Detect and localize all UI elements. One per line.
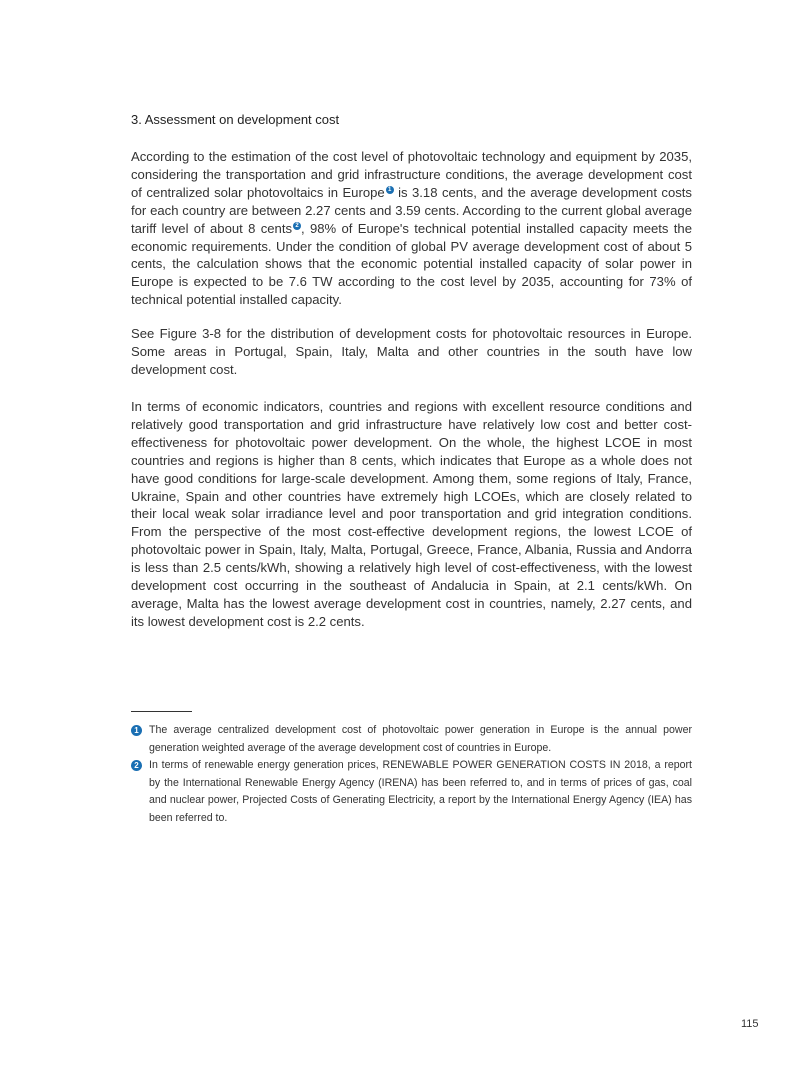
section-heading: 3. Assessment on development cost [131, 112, 340, 127]
paragraph-figure-reference: See Figure 3-8 for the distribution of development costs for photovoltaic resources in Europe. Some areas in Portugal, Spain, Italy, Malta and other countries in the south have low development cost. [131, 326, 692, 377]
footnote-marker-2-icon: 2 [131, 760, 142, 771]
footnote-text: The average centralized development cost of photovoltaic power generation in Europe is the annual power generation weighted average of the average development cost of countries in Europe. [149, 724, 692, 754]
footnotes [131, 722, 692, 828]
paragraph-development-cost-estimate [131, 148, 692, 309]
paragraph-text: , 98% of Europe's technical potential installed capacity meets the economic requirements. Under the condition of global PV average development cost of about 5 cents, the calculation shows that the economic potential installed capacity of solar power in Europe is expected to be 7.6 TW according to the cost level by 2035, accounting for 73% of technical potential installed capacity. [131, 220, 692, 308]
footnote-divider [131, 711, 192, 712]
paragraph-text: According to the estimation of the cost level of photovoltaic technology and equipment by 2035, considering the transportation and grid infrastructure conditions, the average development cost of centralized solar photovoltaics in Europe [131, 149, 692, 200]
paragraph-text: is 3.18 cents, and the average development costs for each country are between 2.27 cents and 3.59 cents. According to the current global average tariff level of about 8 cents [131, 184, 692, 236]
page-number: 115 [741, 1018, 759, 1030]
footnote-text: In terms of renewable energy generation prices, RENEWABLE POWER GENERATION COSTS IN 2018, a report by the International Renewable Energy Agency (IRENA) has been referred to, and in terms of prices of gas, coal and nuclear power, Projected Costs of Generating Electricity, a report by the International Energy Agency (IEA) has been referred to. [149, 759, 692, 824]
footnote-ref-1-icon[interactable]: 1 [386, 186, 394, 194]
footnote-2 [131, 757, 692, 827]
footnote-marker-1-icon: 1 [131, 725, 142, 736]
paragraph-economic-indicators: In terms of economic indicators, countries and regions with excellent resource conditions and relatively good transportation and grid infrastructure have relatively low cost and better cost-effectiveness for photovoltaic power development. On the whole, the highest LCOE in most countries and regions is higher than 8 cents, which indicates that Europe as a whole does not have good conditions for large-scale development. Among them, some regions of Italy, France, Ukraine, Spain and other countries have extremely high LCOEs, which are closely related to their local weak solar irradiance level and poor transportation and grid integration conditions. From the perspective of the most cost-effective development regions, the lowest LCOE of photovoltaic power in Spain, Italy, Malta, Portugal, Greece, France, Albania, Russia and Andorra is less than 2.5 cents/kWh, showing a relatively high level of cost-effectiveness, with the lowest development cost occurring in the southeast of Andalucia in Spain, at 2.1 cents/kWh. On average, Malta has the lowest average development cost in countries, namely, 2.27 cents, and its lowest development cost is 2.2 cents. [131, 399, 692, 629]
footnote-ref-2-icon[interactable]: 2 [293, 222, 301, 230]
footnote-1 [131, 722, 692, 757]
